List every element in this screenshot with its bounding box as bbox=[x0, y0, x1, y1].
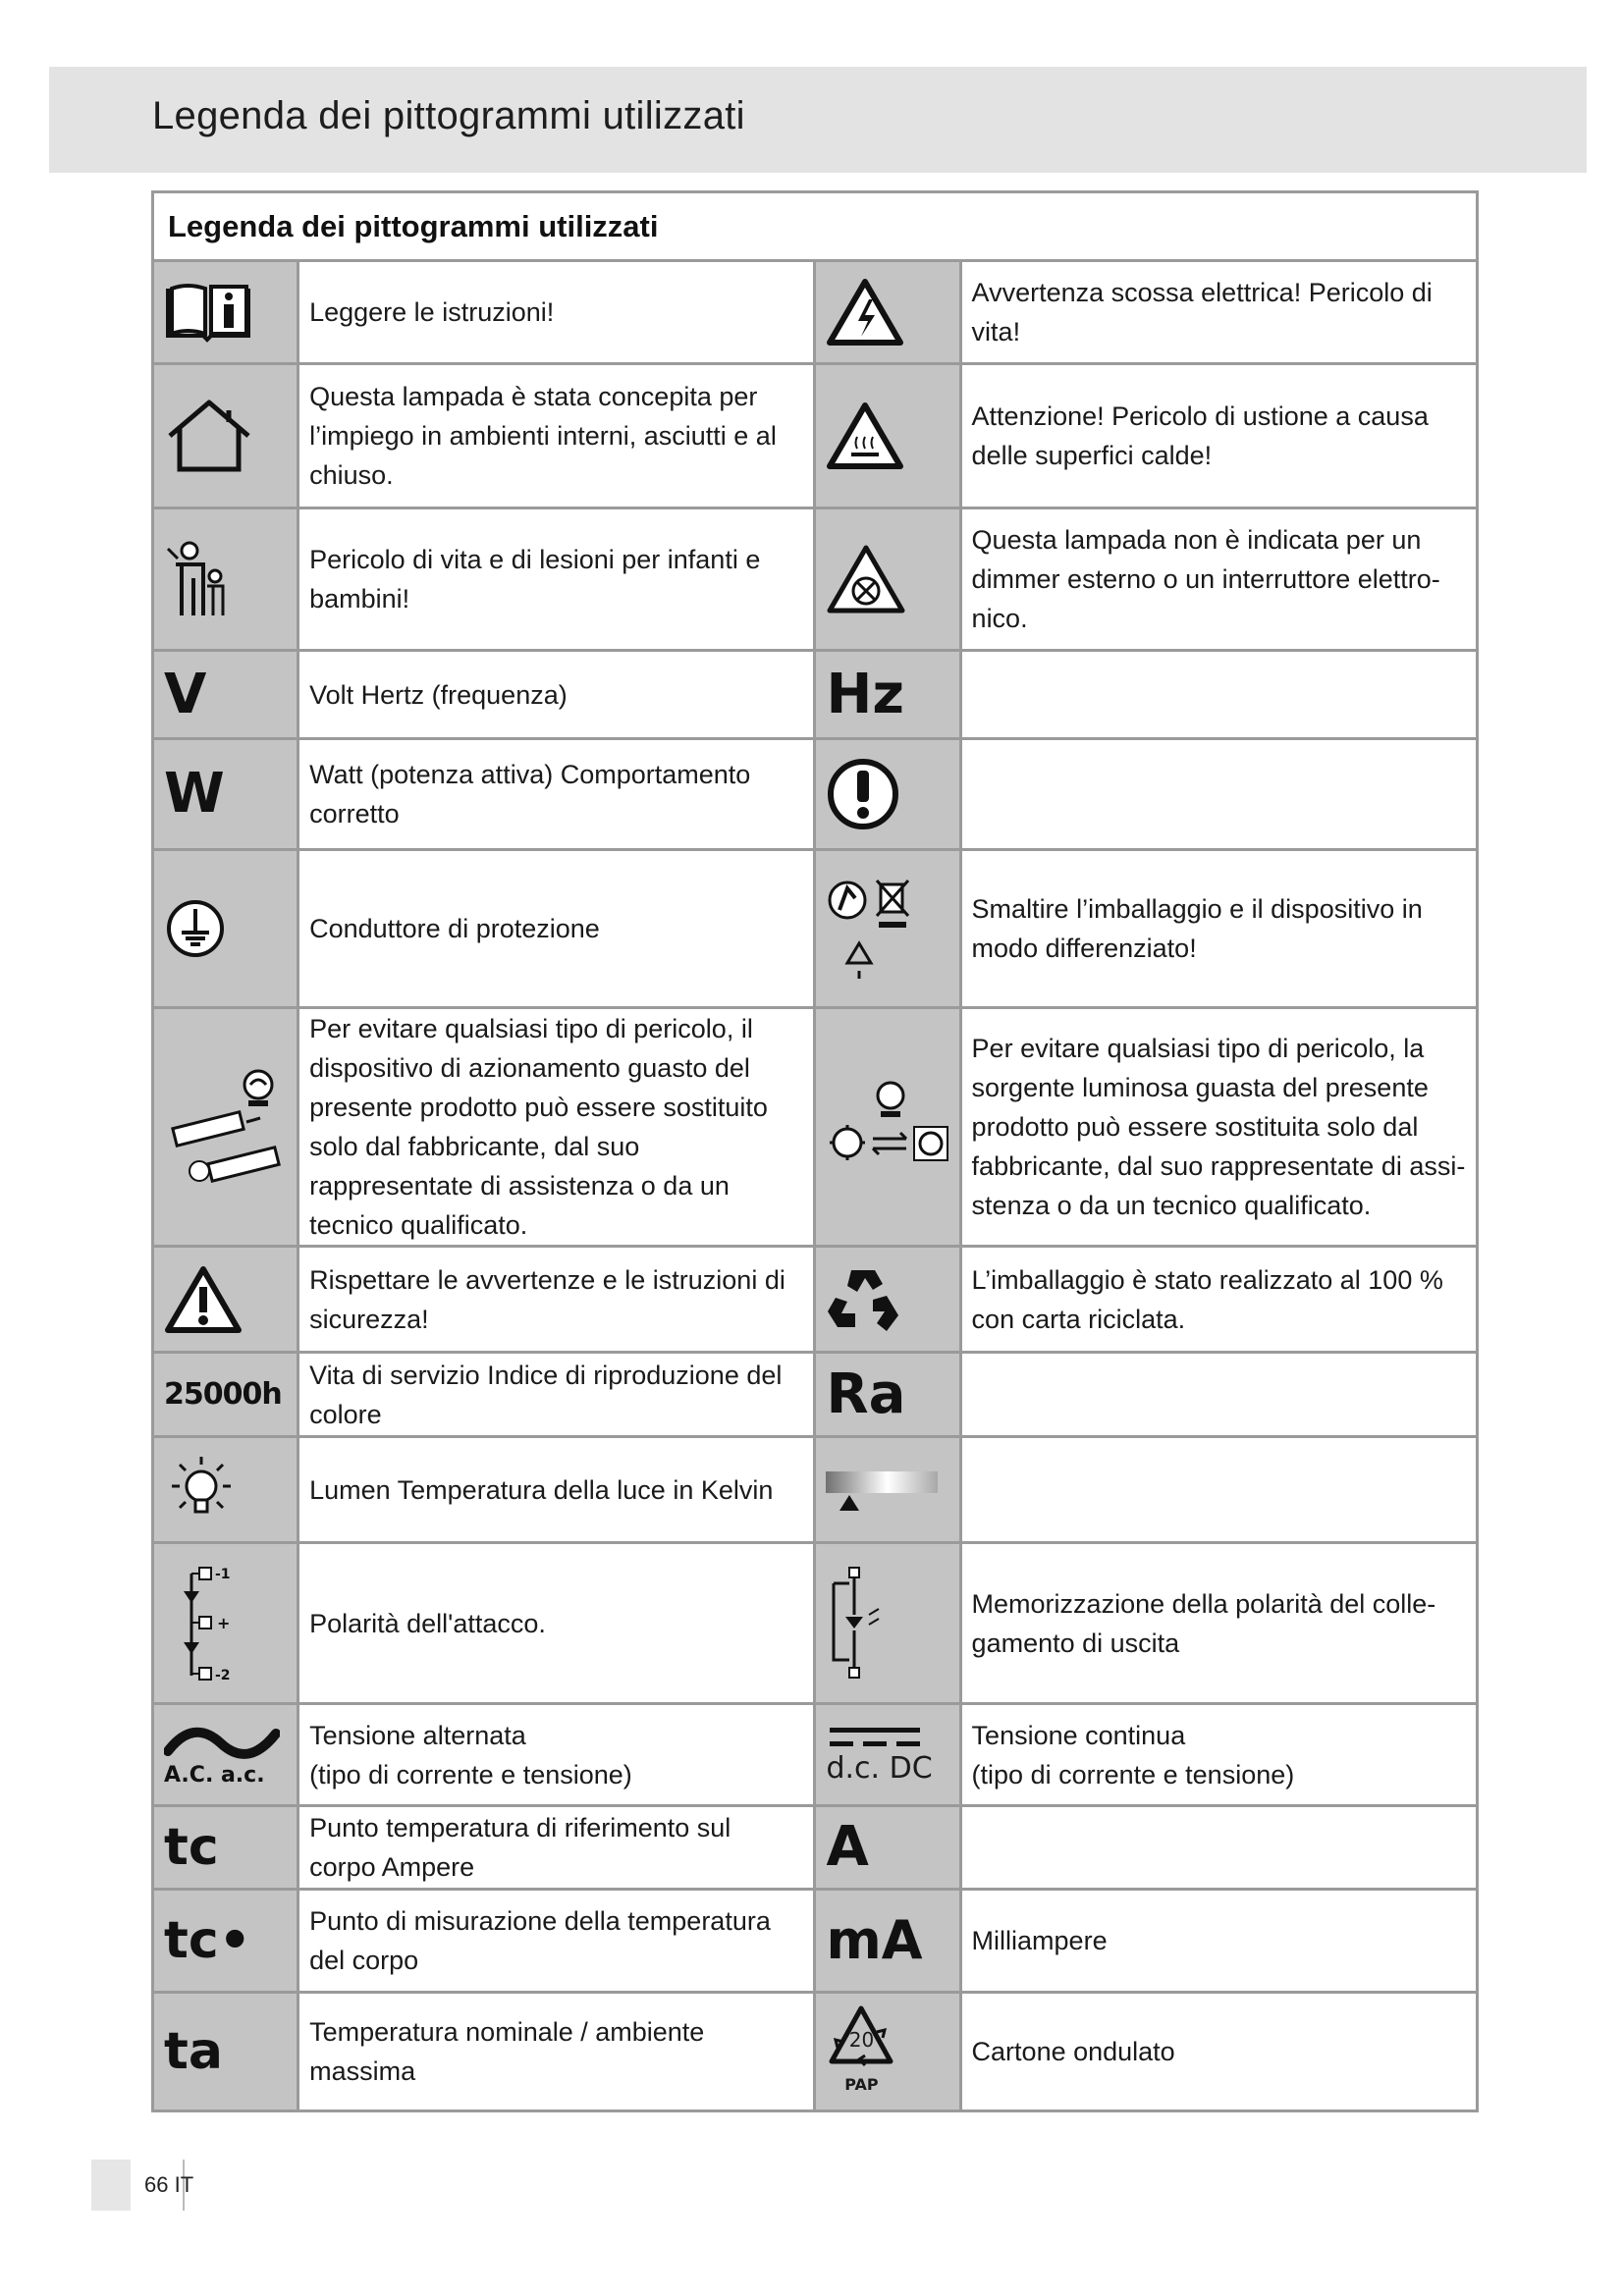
table-cell: Per evitare qualsiasi tipo di pericolo, il dispositivo di azionamento guasto del presente prodotto può essere sostituito solo dal fabbricante, dal suo rappresentate di assistenza o da un tecnico qualificato. bbox=[298, 1008, 815, 1247]
table-row bbox=[153, 739, 1478, 850]
lumen-bulb-icon bbox=[153, 1437, 298, 1543]
table-caption-row bbox=[153, 192, 1478, 261]
table-cell: Avvertenza scossa elettrica! Pericolo di vita! bbox=[960, 261, 1477, 364]
tension-dc-label: Tensione continua bbox=[971, 1720, 1186, 1750]
table-cell: Memorizzazione della polarità del colle-gamento di uscita bbox=[960, 1543, 1477, 1704]
table-row bbox=[153, 1008, 1478, 1247]
no-dimmer-icon bbox=[815, 508, 960, 651]
milliampere-symbol: mA bbox=[815, 1890, 960, 1993]
table-cell: Volt Hertz (frequenza) bbox=[298, 651, 815, 739]
output-polarity-icon bbox=[815, 1543, 960, 1704]
table-caption: Legenda dei pittogrammi utilizzati bbox=[153, 192, 1478, 261]
tension-dc-note: (tipo di corrente e tensione) bbox=[971, 1759, 1295, 1789]
table-cell bbox=[298, 1704, 815, 1806]
svg-text:+: + bbox=[217, 1613, 231, 1632]
read-instructions-icon bbox=[153, 261, 298, 364]
table-cell: L’imballaggio è stato realizzato al 100 % con carta riciclata. bbox=[960, 1247, 1477, 1353]
page-title: Legenda dei pittogrammi utilizzati bbox=[152, 94, 745, 137]
exclamation-circle-icon bbox=[815, 739, 960, 850]
cardboard-code: 20 bbox=[848, 2028, 875, 2052]
table-row bbox=[153, 1437, 1478, 1543]
table-row bbox=[153, 364, 1478, 508]
connection-polarity-icon bbox=[153, 1543, 298, 1704]
table-row bbox=[153, 850, 1478, 1008]
volt-symbol: V bbox=[153, 651, 298, 739]
table-cell: Pericolo di vita e di lesioni per infanti e bambini! bbox=[298, 508, 815, 651]
table-cell: Leggere le istruzioni! bbox=[298, 261, 815, 364]
electric-shock-warning-icon bbox=[815, 261, 960, 364]
protective-earth-icon bbox=[153, 850, 298, 1008]
color-rendering-symbol: Ra bbox=[815, 1353, 960, 1437]
table-cell: Temperatura nominale / ambiente massima bbox=[298, 1993, 815, 2111]
table-cell: Milliampere bbox=[960, 1890, 1477, 1993]
tension-ac-note: (tipo di corrente e tensione) bbox=[309, 1759, 632, 1789]
table-cell bbox=[960, 651, 1477, 739]
svg-text:-1: -1 bbox=[215, 1566, 231, 1582]
pictogram-legend-table bbox=[151, 190, 1479, 2112]
table-cell bbox=[960, 1806, 1477, 1890]
table-cell bbox=[960, 739, 1477, 850]
tension-ac-label: Tensione alternata bbox=[309, 1720, 526, 1750]
table-cell: Lumen Temperatura della luce in Kelvin bbox=[298, 1437, 815, 1543]
table-cell: Watt (potenza attiva) Comportamento corretto bbox=[298, 739, 815, 850]
table-cell: Per evitare qualsiasi tipo di pericolo, la sorgente luminosa guasta del presente prodotto può essere sostituita solo dal fabbricante, dal suo rappresentate di assi-stenza o da un tecnico qualificato. bbox=[960, 1008, 1477, 1247]
watt-symbol: W bbox=[153, 739, 298, 850]
warning-triangle-icon bbox=[153, 1247, 298, 1353]
recycle-icon bbox=[815, 1247, 960, 1353]
direct-current-icon: d.c. DC bbox=[815, 1704, 960, 1806]
ta-symbol: ta bbox=[153, 1993, 298, 2111]
table-row bbox=[153, 1890, 1478, 1993]
service-life-symbol: 25000h bbox=[153, 1353, 298, 1437]
table-cell: Cartone ondulato bbox=[960, 1993, 1477, 2111]
table-cell: Punto di misurazione della temperatura del corpo bbox=[298, 1890, 815, 1993]
child-danger-icon bbox=[153, 508, 298, 651]
table-cell: Conduttore di protezione bbox=[298, 850, 815, 1008]
page-footer-marker bbox=[91, 2160, 131, 2211]
hot-surface-warning-icon bbox=[815, 364, 960, 508]
table-cell: Smaltire l’imballaggio e il dispositivo in modo differenziato! bbox=[960, 850, 1477, 1008]
table-cell: Rispettare le avvertenze e le istruzioni di sicurezza! bbox=[298, 1247, 815, 1353]
table-row bbox=[153, 1806, 1478, 1890]
table-row bbox=[153, 1543, 1478, 1704]
svg-text:-2: -2 bbox=[215, 1667, 231, 1683]
table-cell: Punto temperatura di riferimento sul corpo Ampere bbox=[298, 1806, 815, 1890]
tc-symbol: tc bbox=[153, 1806, 298, 1890]
table-row bbox=[153, 1993, 1478, 2111]
table-cell bbox=[960, 1437, 1477, 1543]
tc-point-symbol: tc• bbox=[153, 1890, 298, 1993]
table-cell: Vita di servizio Indice di riproduzione del colore bbox=[298, 1353, 815, 1437]
table-row bbox=[153, 261, 1478, 364]
indoor-house-icon bbox=[153, 364, 298, 508]
ampere-symbol: A bbox=[815, 1806, 960, 1890]
table-cell: Questa lampada è stata concepita per l’impiego in ambienti interni, asciutti e al chiuso. bbox=[298, 364, 815, 508]
table-cell bbox=[960, 1704, 1477, 1806]
table-cell: Attenzione! Pericolo di ustione a causa delle superfici calde! bbox=[960, 364, 1477, 508]
table-cell: Questa lampada non è indicata per un dimmer esterno o un interruttore elettro-nico. bbox=[960, 508, 1477, 651]
table-row bbox=[153, 508, 1478, 651]
led-replacement-icon bbox=[815, 1008, 960, 1247]
cardboard-label: PAP bbox=[844, 2075, 879, 2094]
kelvin-gradient-icon bbox=[815, 1437, 960, 1543]
table-row bbox=[153, 1353, 1478, 1437]
hertz-symbol: Hz bbox=[815, 651, 960, 739]
table-cell: Polarità dell'attacco. bbox=[298, 1543, 815, 1704]
disposal-recycling-icon bbox=[815, 850, 960, 1008]
table-row bbox=[153, 1247, 1478, 1353]
page-number: 66 IT bbox=[144, 2172, 194, 2197]
cardboard-recycle-icon bbox=[815, 1993, 960, 2111]
table-row bbox=[153, 1704, 1478, 1806]
driver-replacement-icon bbox=[153, 1008, 298, 1247]
table-row bbox=[153, 651, 1478, 739]
table-cell bbox=[960, 1353, 1477, 1437]
alternating-current-icon: A.C. a.c. bbox=[153, 1704, 298, 1806]
